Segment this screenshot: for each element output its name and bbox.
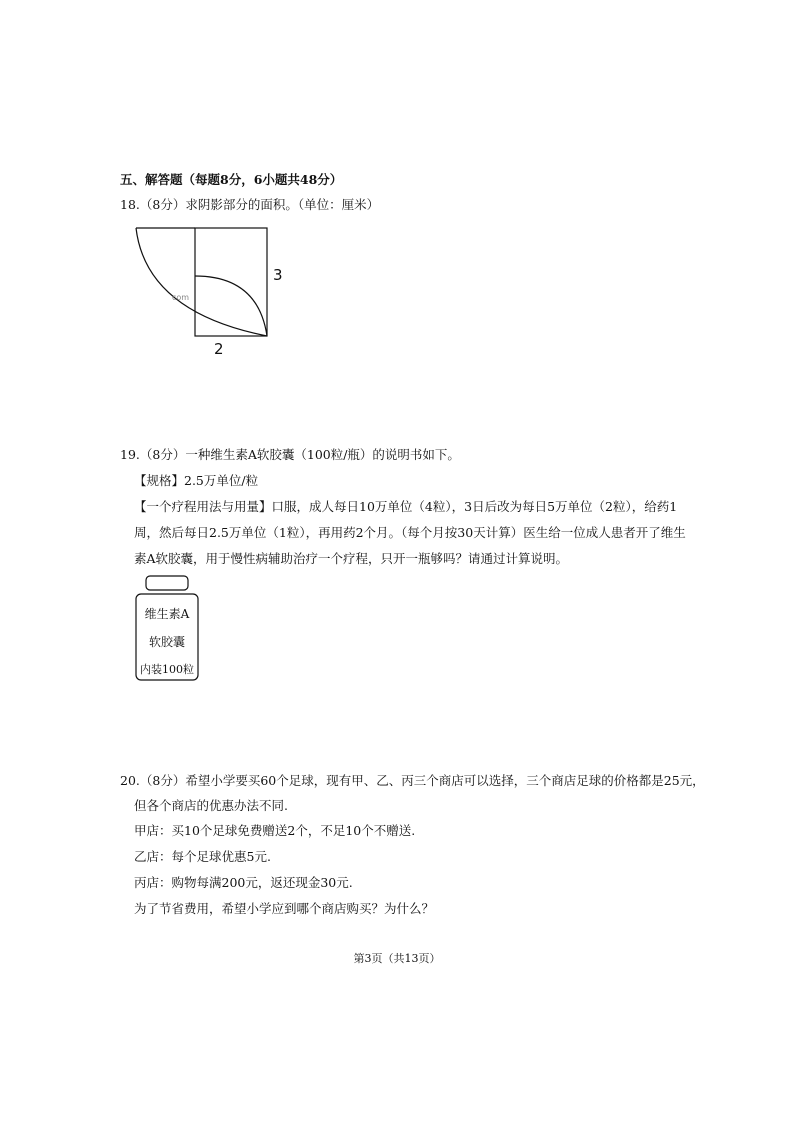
vitamin-bottle-figure — [130, 574, 204, 684]
question-20-line-2: 但各个商店的优惠办法不同. — [134, 798, 288, 813]
label-height: 3 — [273, 266, 283, 284]
bottle-cap — [146, 576, 188, 590]
question-20-store-a: 甲店：买10个足球免费赠送2个，不足10个不赠送. — [134, 823, 416, 838]
question-19-usage-1: 【一个疗程用法与用量】口服，成人每日10万单位（4粒），3日后改为每日5万单位（2粒），给药1 — [134, 499, 678, 514]
question-19-spec: 【规格】2.5万单位/粒 — [134, 473, 259, 488]
question-19-usage-2: 周，然后每日2.5万单位（1粒），再用药2个月。（每个月按30天计算）医生给一位成人患者开了维生 — [134, 525, 686, 540]
section-title: 五、解答题（每题8分，6小题共48分） — [120, 172, 343, 187]
bottle-label-2: 软胶囊 — [148, 635, 186, 649]
page-footer: 第3页（共13页） — [353, 952, 441, 965]
question-20-store-b: 乙店：每个足球优惠5元. — [134, 849, 271, 864]
watermark-text: com — [172, 293, 190, 302]
large-arc — [136, 228, 267, 336]
bottle-label-3: 内装100粒 — [140, 663, 194, 676]
question-20-line-1: 20.（8分）希望小学要买60个足球，现有甲、乙、丙三个商店可以选择，三个商店足球的价格都是25元， — [120, 773, 705, 788]
question-18-text: 18.（8分）求阴影部分的面积。（单位：厘米） — [120, 197, 380, 212]
question-20-store-c: 丙店：购物每满200元，返还现金30元. — [134, 875, 353, 890]
bottle-label-1: 维生素A — [144, 607, 190, 621]
question-19-intro: 19.（8分）一种维生素A软胶囊（100粒/瓶）的说明书如下。 — [120, 447, 460, 462]
question-20-question: 为了节省费用，希望小学应到哪个商店购买？为什么？ — [134, 901, 435, 916]
label-width: 2 — [214, 340, 224, 358]
question-19-usage-3: 素A软胶囊，用于慢性病辅助治疗一个疗程，只开一瓶够吗？请通过计算说明。 — [134, 551, 569, 566]
shaded-area-figure — [128, 220, 288, 360]
